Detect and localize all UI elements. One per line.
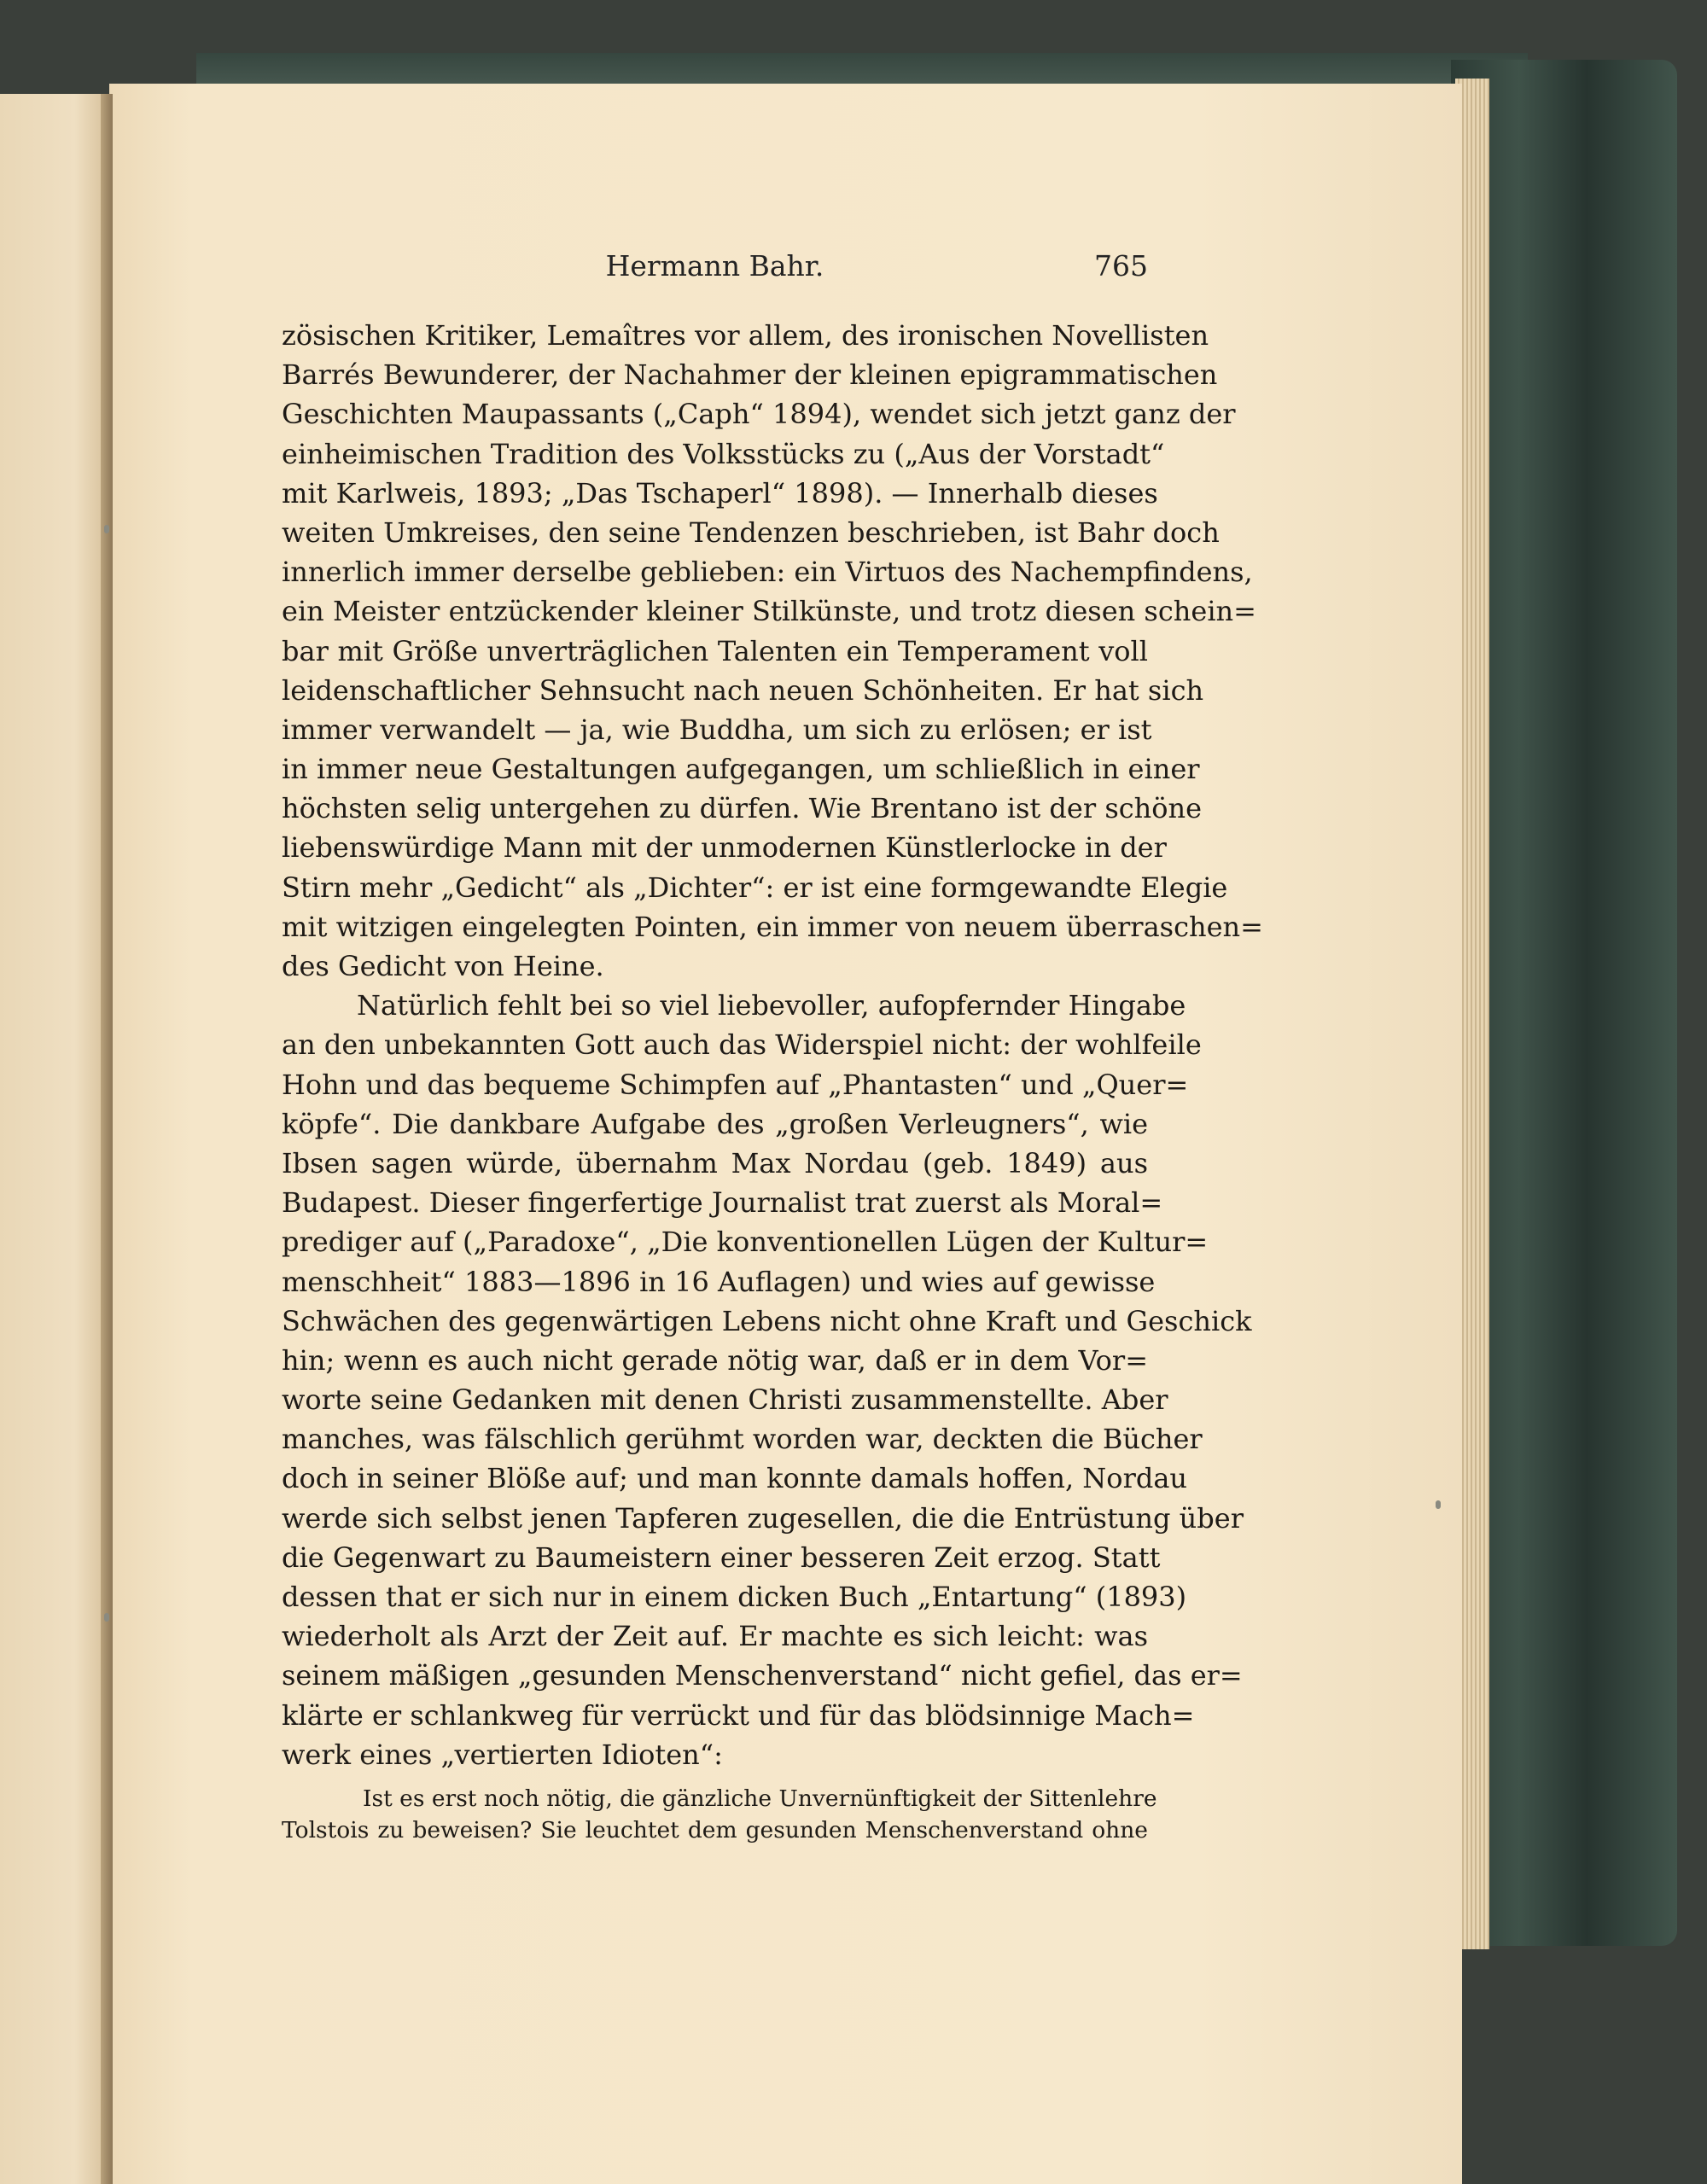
text-line: bar mit Größe unverträglichen Talenten ein Temperament voll (282, 634, 1148, 667)
running-title: Hermann Bahr. (605, 249, 824, 282)
text-line: Schwächen des gegenwärtigen Lebens nicht ohne Kraft und Geschick (282, 1304, 1252, 1337)
page-speck (104, 1613, 109, 1622)
page-speck (1436, 1500, 1441, 1509)
text-line: manches, was fälschlich gerühmt worden war, deckten die Bücher (282, 1423, 1203, 1456)
text-line: weiten Umkreises, den seine Tendenzen beschrieben, ist Bahr doch (282, 515, 1220, 549)
text-line: zösischen Kritiker, Lemaîtres vor allem, des ironischen Novellisten (282, 319, 1209, 352)
text-line: mit witzigen eingelegten Pointen, ein immer von neuem überraschen= (282, 910, 1263, 943)
text-line: wiederholt als Arzt der Zeit auf. Er machte es sich leicht: was (282, 1620, 1148, 1653)
text-line: mit Karlweis, 1893; „Das Tschaperl“ 1898). — Innerhalb dieses (282, 476, 1158, 510)
text-line: Stirn mehr „Gedicht“ als „Dichter“: er ist eine formgewandte Elegie (282, 871, 1228, 904)
text-line: Natürlich fehlt bei so viel liebevoller, aufopfernder Hingabe (357, 989, 1186, 1022)
text-line: doch in seiner Blöße auf; und man konnte damals hoffen, Nordau (282, 1462, 1188, 1495)
text-line: Ibsen sagen würde, übernahm Max Nordau (geb. 1849) aus (282, 1146, 1148, 1179)
text-line: worte seine Gedanken mit denen Christi zusammenstellte. Aber (282, 1383, 1168, 1417)
book-gutter (101, 94, 113, 2184)
quote-line: Ist es erst noch nötig, die gänzliche Unvernünftigkeit der Sittenlehre (363, 1785, 1157, 1812)
text-line: Geschichten Maupassants („Caph“ 1894), wendet sich jetzt ganz der (282, 398, 1236, 431)
text-line: immer verwandelt — ja, wie Buddha, um sich zu erlösen; er ist (282, 713, 1152, 746)
text-line: werk eines „vertierten Idioten“: (282, 1738, 723, 1771)
block-quote (282, 1783, 1157, 1846)
text-line: werde sich selbst jenen Tapferen zugesellen, die die Entrüstung über (282, 1501, 1244, 1535)
text-line: dessen that er sich nur in einem dicken Buch „Entartung“ (1893) (282, 1581, 1187, 1613)
text-line: an den unbekannten Gott auch das Widerspiel nicht: der wohlfeile (282, 1028, 1202, 1062)
text-line: seinem mäßigen „gesunden Menschenverstand“ nicht gefiel, das er= (282, 1659, 1243, 1692)
body-text (282, 316, 1263, 1774)
text-line: köpfe“. Die dankbare Aufgabe des „großen Verleugners“, wie (282, 1107, 1148, 1140)
page-number: 765 (1094, 249, 1148, 282)
text-line: menschheit“ 1883—1896 in 16 Auflagen) und wies auf gewisse (282, 1265, 1156, 1298)
text-line: in immer neue Gestaltungen aufgegangen, um schließlich in einer (282, 753, 1200, 786)
text-line: Budapest. Dieser fingerfertige Journalist trat zuerst als Moral= (282, 1186, 1163, 1220)
page-speck (104, 525, 109, 533)
text-line: prediger auf („Paradoxe“, „Die konventionellen Lügen der Kultur= (282, 1226, 1209, 1259)
left-page-edge (0, 94, 107, 2184)
text-line: des Gedicht von Heine. (282, 950, 604, 982)
text-line: innerlich immer derselbe geblieben: ein Virtuos des Nachempfindens, (282, 556, 1253, 589)
text-line: liebenswürdige Mann mit der unmodernen Künstlerlocke in der (282, 831, 1167, 865)
text-line: Barrés Bewunderer, der Nachahmer der kleinen epigrammatischen (282, 358, 1218, 392)
text-line: leidenschaftlicher Sehnsucht nach neuen Schönheiten. Er hat sich (282, 673, 1204, 707)
quote-line: Tolstois zu beweisen? Sie leuchtet dem gesunden Menschenverstand ohne (282, 1817, 1148, 1843)
text-line: die Gegenwart zu Baumeistern einer besseren Zeit erzog. Statt (282, 1540, 1161, 1574)
page-header (282, 249, 1148, 290)
text-line: hin; wenn es auch nicht gerade nötig war, daß er in dem Vor= (282, 1343, 1148, 1377)
text-line: Hohn und das bequeme Schimpfen auf „Phantasten“ und „Quer= (282, 1068, 1189, 1101)
text-line: einheimischen Tradition des Volksstücks zu („Aus der Vorstadt“ (282, 437, 1165, 470)
text-line: ein Meister entzückender kleiner Stilkünste, und trotz diesen schein= (282, 595, 1256, 628)
text-line: höchsten selig untergehen zu dürfen. Wie Brentano ist der schöne (282, 792, 1203, 825)
text-line: klärte er schlankweg für verrückt und für das blödsinnige Mach= (282, 1698, 1195, 1732)
